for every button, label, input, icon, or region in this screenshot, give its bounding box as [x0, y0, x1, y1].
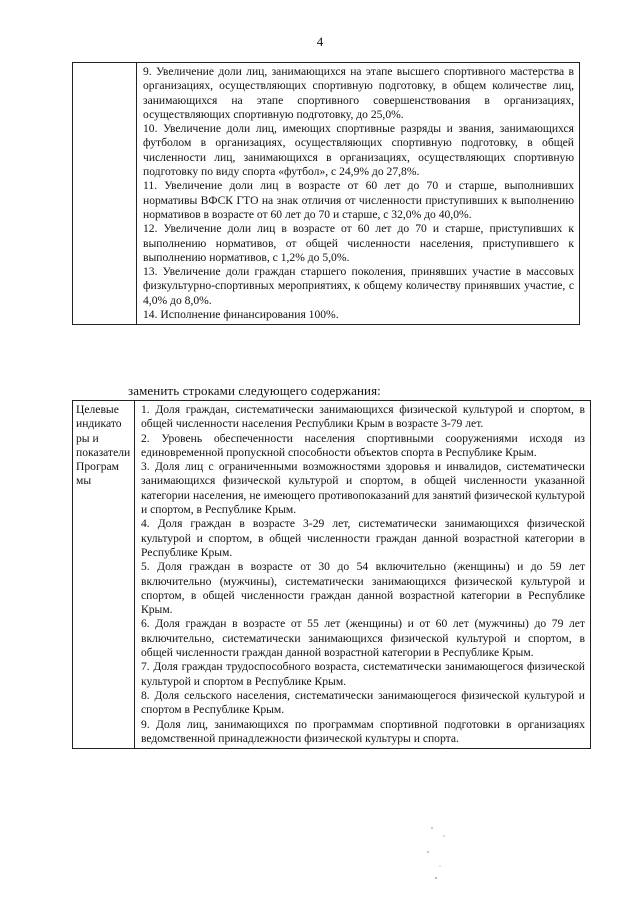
label-text: Целевые индикато ры и показатели Програм мы [76, 403, 131, 488]
list-item: 14. Исполнение финансирования 100%. [143, 308, 339, 322]
label-cell [73, 401, 135, 749]
list-item: 12. Увеличение доли лиц в возрасте от 60 лет до 70 и старше, приступивших к выполнению нормативов, от общей численности населения, приступившего к выполнению нормативов, с 1,2% до 5,0%. [143, 222, 574, 264]
replacement-intro: заменить строками следующего содержания: [128, 383, 381, 398]
indicators-cell [137, 63, 580, 325]
list-item: 9. Увеличение доли лиц, занимающихся на этапе высшего спортивного мастерства в организациях, осуществляющих спортивную подготовку, в общем количестве лиц, занимающихся на этапе спортивного совершенствования в организациях, осуществляющих спортивную подготовку, до 25,0%. [143, 65, 574, 121]
page-number: 4 [316, 34, 324, 49]
table-row [73, 401, 591, 749]
list-item: 4. Доля граждан в возрасте 3-29 лет, систематически занимающихся физической культурой и спортом, в общей численности граждан данной возрастной категории в Республике Крым. [141, 517, 585, 559]
list-item: 3. Доля лиц с ограниченными возможностями здоровья и инвалидов, систематически занимающихся физической культурой и спортом, в общей численности указанной категории населения, не имеющего противопоказаний для занятий физической культурой и спортом, в Республике Крым. [141, 460, 585, 517]
list-item: 6. Доля граждан в возрасте от 55 лет (женщины) и от 60 лет (мужчины) до 79 лет включительно, систематически занимающихся физической культурой и спортом, в общей численности граждан данной возрастной категории в Республике Крым. [141, 617, 585, 660]
label-cell-empty [73, 63, 137, 325]
scan-noise-specks [420, 822, 460, 892]
list-item: 1. Доля граждан, систематически занимающихся физической культурой и спортом, в общей численности населения Республики Крым в возрасте 3-79 лет. [141, 403, 585, 431]
list-item: 5. Доля граждан в возрасте от 30 до 54 включительно (женщины) и до 59 лет включительно (мужчины), систематически занимающихся физической культурой и спортом, в общей численности граждан данной возрастной категории в Республике Крым. [141, 560, 585, 617]
list-item: 2. Уровень обеспеченности населения спортивными сооружениями исходя из единовременной пропускной способности объектов спорта в Республике Крым. [141, 431, 585, 459]
list-item: 10. Увеличение доли лиц, имеющих спортивные разряды и звания, занимающихся футболом в организациях, осуществляющих спортивную подготовку, в общей численности лиц, занимающихся в организациях, осуществляющих спортивную подготовку по виду спорта «футбол», с 24,9% до 27,8%. [143, 122, 574, 179]
indicators-table-new [72, 400, 591, 749]
indicators-table-old [72, 62, 580, 325]
list-item: 9. Доля лиц, занимающихся по программам спортивной подготовки в организациях ведомственной принадлежности физической культуры и спорта. [141, 717, 585, 745]
indicators-cell [135, 401, 591, 749]
list-item: 8. Доля сельского населения, систематически занимающегося физической культурой и спортом в Республике Крым. [141, 688, 585, 717]
list-item: 13. Увеличение доли граждан старшего поколения, принявших участие в массовых физкультурно-спортивных мероприятиях, к общему количеству принявших участие, с 4,0% до 8,0%. [143, 265, 574, 307]
table-row [73, 63, 580, 325]
list-item: 11. Увеличение доли лиц в возрасте от 60 лет до 70 и старше, выполнивших нормативы ВФСК ГТО на знак отличия от численности приступивших к выполнению нормативов в возрасте от 60 лет до 70 и старше, с 32,0% до 40,0%. [143, 179, 574, 221]
list-item: 7. Доля граждан трудоспособного возраста, систематически занимающегося физической культурой и спортом в Республике Крым. [141, 660, 585, 688]
